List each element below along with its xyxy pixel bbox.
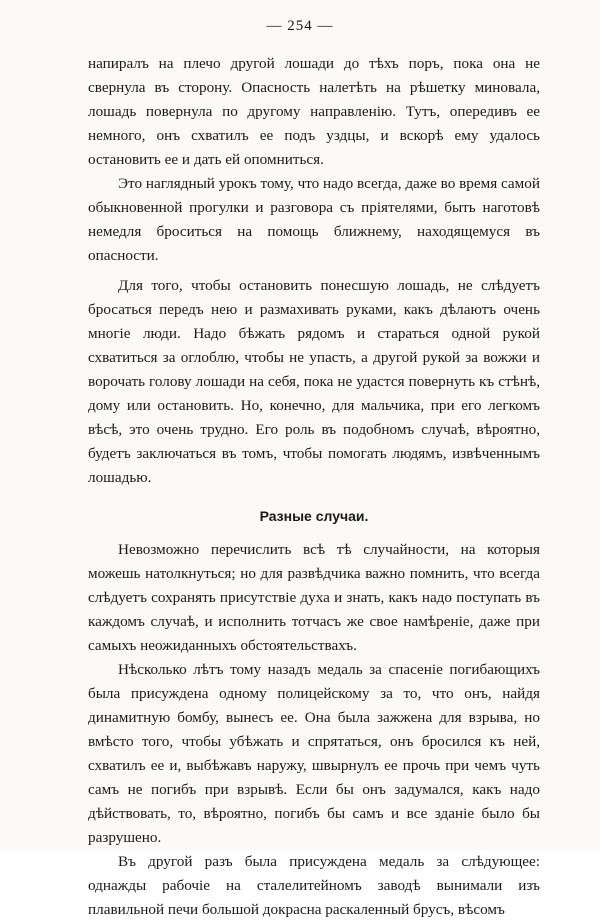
paragraph: Въ другой разъ была присуждена медаль за слѣдующее: однажды рабочіе на сталелитейномъ заводѣ вынимали изъ плавильной печи большой докрасна раскаленный брусъ, вѣсомъ <box>88 853 540 918</box>
paragraph: Это наглядный урокъ тому, что надо всегда, даже во время самой обыкновенной прогулки и разговора съ пріятелями, быть наготовѣ немедля броситься на помощь ближнему, находящемуся въ опасности. <box>88 175 540 264</box>
paragraph-continued: напиралъ на плечо другой лошади до тѣхъ поръ, пока она не свернула въ сторону. Опасность налетѣть на рѣшетку миновала, лошадь повернула по другому направленію. Тутъ, опередивъ ее немного, онъ схватилъ ее подъ уздцы, и вскорѣ ему удалось остановить ее и дать ей опомниться. <box>88 55 540 168</box>
page-body <box>88 52 540 922</box>
section-heading: Разные случаи. <box>259 508 369 524</box>
paragraph: Для того, чтобы остановить понесшую лошадь, не слѣдуетъ бросаться передъ нею и размахивать руками, какъ дѣлаютъ очень многіе люди. Надо бѣжать рядомъ и стараться одной рукой схватиться за оглоблю, чтобы не упасть, а другой рукой за вожжи и ворочать голову лошади на себя, пока не удастся повернуть къ стѣнѣ, дому или остановить. Но, конечно, для мальчика, при его легкомъ вѣсѣ, это очень трудно. Его роль въ подобномъ случаѣ, вѣроятно, будетъ заключаться въ томъ, чтобы помогать людямъ, извѣченнымъ лошадью. <box>88 277 540 486</box>
paragraph: Невозможно перечислить всѣ тѣ случайности, на которыя можешь натолкнуться; но для развѣдчика важно помнить, что всегда слѣдуетъ сохранять присутствіе духа и знать, какъ надо поступать въ каждомъ случаѣ, и исполнить тотчасъ же свое намѣреніе, даже при самыхъ неожиданныхъ обстоятельствахъ. <box>88 541 540 654</box>
page-number: — 254 — <box>266 18 334 34</box>
paragraph: Нѣсколько лѣтъ тому назадъ медаль за спасеніе погибающихъ была присуждена одному полицейскому за то, что онъ, найдя динамитную бомбу, вынесъ ее. Она была зажжена для взрыва, но вмѣсто того, чтобы убѣжать и спрятаться, онъ бросился къ ней, схватилъ ее и, выбѣжавъ наружу, швырнулъ ее прочь при чемъ чуть самъ не погибъ при взрывѣ. Если бы онъ задумался, какъ надо дѣйствовать, то, вѣроятно, погибъ бы самъ и все зданіе было бы разрушено. <box>88 661 540 846</box>
